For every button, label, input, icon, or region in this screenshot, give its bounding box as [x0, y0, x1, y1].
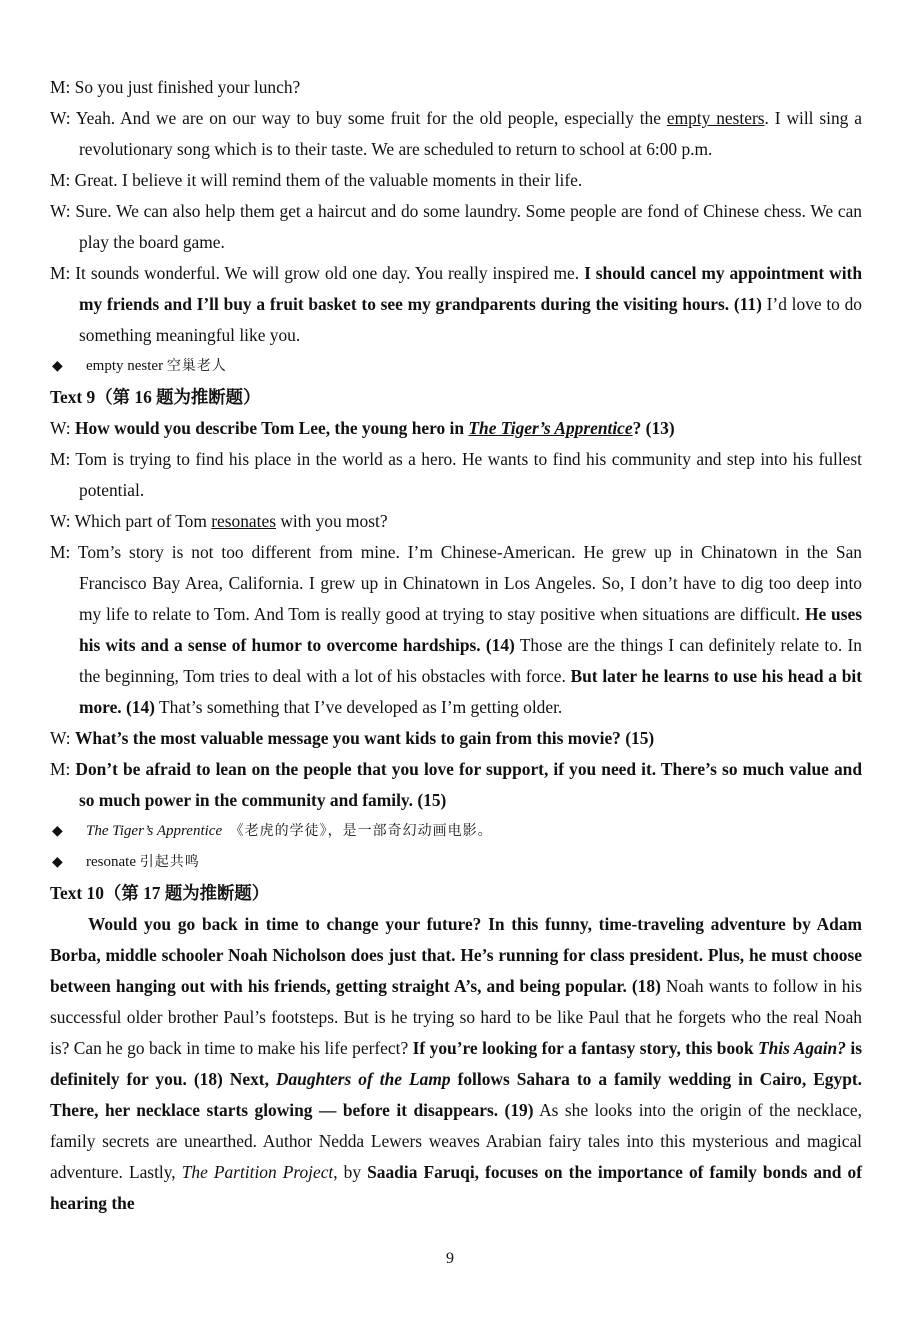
passage-text: As she looks into the origin of the necklace, family secrets are unearthed. Author Nedda Lewers weaves Arabian fairy tales into this mysterious and magical adventure. Lastly,	[50, 1100, 862, 1182]
answer-key-text: If you’re looking for a fantasy story, this book	[412, 1038, 759, 1058]
speaker-label: W:	[50, 728, 71, 748]
book-title: This Again?	[758, 1038, 846, 1058]
dialogue-turn	[50, 258, 862, 351]
dialogue-turn	[50, 723, 862, 754]
note-term: The Tiger’s Apprentice	[86, 823, 223, 839]
turn-text: Which part of Tom	[74, 511, 212, 531]
speaker-label: M:	[50, 263, 71, 283]
dialogue-turn	[50, 196, 862, 258]
answer-key-text: follows Sahara to a family wedding in Cairo, Egypt. There, her necklace starts glowing — before it disappears. (19)	[50, 1069, 862, 1120]
turn-text: Great. I believe it will remind them of the valuable moments in their life.	[74, 170, 583, 190]
answer-key-text: ? (13)	[632, 418, 675, 438]
note-term: resonate	[86, 854, 136, 870]
answer-key-text: is definitely for you. (18) Next,	[50, 1038, 862, 1089]
dialogue-turn	[50, 413, 862, 444]
passage-text: , by	[333, 1162, 368, 1182]
note-gloss: 空巢老人	[166, 359, 227, 374]
speaker-label: W:	[50, 108, 71, 128]
turn-text: Those are the things I can definitely relate to. In the beginning, Tom tries to deal with a lot of his obstacles with force.	[79, 635, 862, 686]
section-heading: Text 10（第 17 题为推断题）	[50, 883, 270, 903]
speaker-label: M:	[50, 759, 71, 779]
diamond-bullet-icon: ◆	[52, 855, 63, 870]
dialogue-turn	[50, 754, 862, 816]
answer-key-text: Saadia Faruqi, focuses on the importance of family bonds and of hearing the	[50, 1162, 862, 1213]
underlined-term: empty nesters	[666, 108, 765, 128]
vocab-note	[50, 816, 862, 847]
dialogue-turn	[50, 103, 862, 165]
diamond-bullet-icon: ◆	[52, 359, 63, 374]
turn-text: I’d love to do something meaningful like you.	[79, 294, 863, 345]
dialogue-turn	[50, 537, 862, 723]
answer-key-text: Don’t be afraid to lean on the people that you love for support, if you need it. There’s so much value and so much power in the community and family. (15)	[75, 759, 863, 810]
answer-key-text: He uses his wits and a sense of humor to overcome hardships. (14)	[79, 604, 862, 655]
underlined-term: resonates	[211, 511, 276, 531]
note-term: empty nester	[86, 358, 164, 374]
turn-text: So you just finished your lunch?	[74, 77, 301, 97]
book-title: Daughters of the Lamp	[275, 1069, 451, 1089]
dialogue-turn	[50, 506, 862, 537]
speaker-label: M:	[50, 542, 71, 562]
speaker-label: M:	[50, 449, 71, 469]
turn-text: Sure. We can also help them get a haircut and do some laundry. Some people are fond of Chinese chess. We can play the board game.	[75, 201, 862, 252]
answer-key-text: Would you go back in time to change your future? In this funny, time-traveling adventure by Adam Borba, middle schooler Noah Nicholson does just that. He’s running for class president. Plus, he must choose between hanging out with his friends, getting straight A’s, and being popular. (18)	[50, 914, 862, 996]
section-heading: Text 9（第 16 题为推断题）	[50, 387, 261, 407]
speaker-label: M:	[50, 170, 71, 190]
movie-title: The Tiger’s Apprentice	[468, 418, 633, 438]
dialogue-turn	[50, 444, 862, 506]
answer-key-text: How would you describe Tom Lee, the young hero in	[74, 418, 469, 438]
turn-text: Tom is trying to find his place in the world as a hero. He wants to find his community and step into his fullest potential.	[75, 449, 862, 500]
dialogue-turn	[50, 72, 862, 103]
passage-paragraph	[50, 909, 862, 1219]
turn-text: Tom’s story is not too different from mine. I’m Chinese-American. He grew up in Chinatown in the San Francisco Bay Area, California. I grew up in Chinatown in Los Angeles. So, I don’t have to dig too deep into my life to relate to Tom. And Tom is really good at trying to stay positive when situations are difficult.	[77, 542, 862, 624]
turn-text: It sounds wonderful. We will grow old one day. You really inspired me.	[75, 263, 585, 283]
speaker-label: M:	[50, 77, 71, 97]
speaker-label: W:	[50, 511, 71, 531]
turn-text: with you most?	[275, 511, 388, 531]
turn-text: Yeah. And we are on our way to buy some fruit for the old people, especially the	[75, 108, 667, 128]
answer-key-text: I should cancel my appointment with my friends and I’ll buy a fruit basket to see my grandparents during the visiting hours. (11)	[79, 263, 862, 314]
page-number: 9	[446, 1250, 454, 1267]
note-gloss: 引起共鸣	[139, 855, 200, 870]
book-title: The Partition Project	[181, 1162, 334, 1182]
turn-text: That’s something that I’ve developed as I’m getting older.	[154, 697, 563, 717]
dialogue-turn	[50, 165, 862, 196]
note-gloss: 《老虎的学徒》，是一部奇幻动画电影。	[229, 824, 493, 839]
passage-text: Noah wants to follow in his successful older brother Paul’s footsteps. But is he trying so hard to be like Paul that he forgets who the real Noah is? Can he go back in time to make his life perfect?	[50, 976, 862, 1058]
diamond-bullet-icon: ◆	[52, 824, 63, 839]
vocab-note	[50, 847, 862, 878]
answer-key-text: What’s the most valuable message you want kids to gain from this movie? (15)	[74, 728, 655, 748]
speaker-label: W:	[50, 418, 71, 438]
speaker-label: W:	[50, 201, 71, 221]
turn-text: . I will sing a revolutionary song which is to their taste. We are scheduled to return to school at 6:00 p.m.	[79, 108, 862, 159]
document-body	[50, 72, 862, 1219]
vocab-note	[50, 351, 862, 382]
answer-key-text: But later he learns to use his head a bit more. (14)	[79, 666, 862, 717]
